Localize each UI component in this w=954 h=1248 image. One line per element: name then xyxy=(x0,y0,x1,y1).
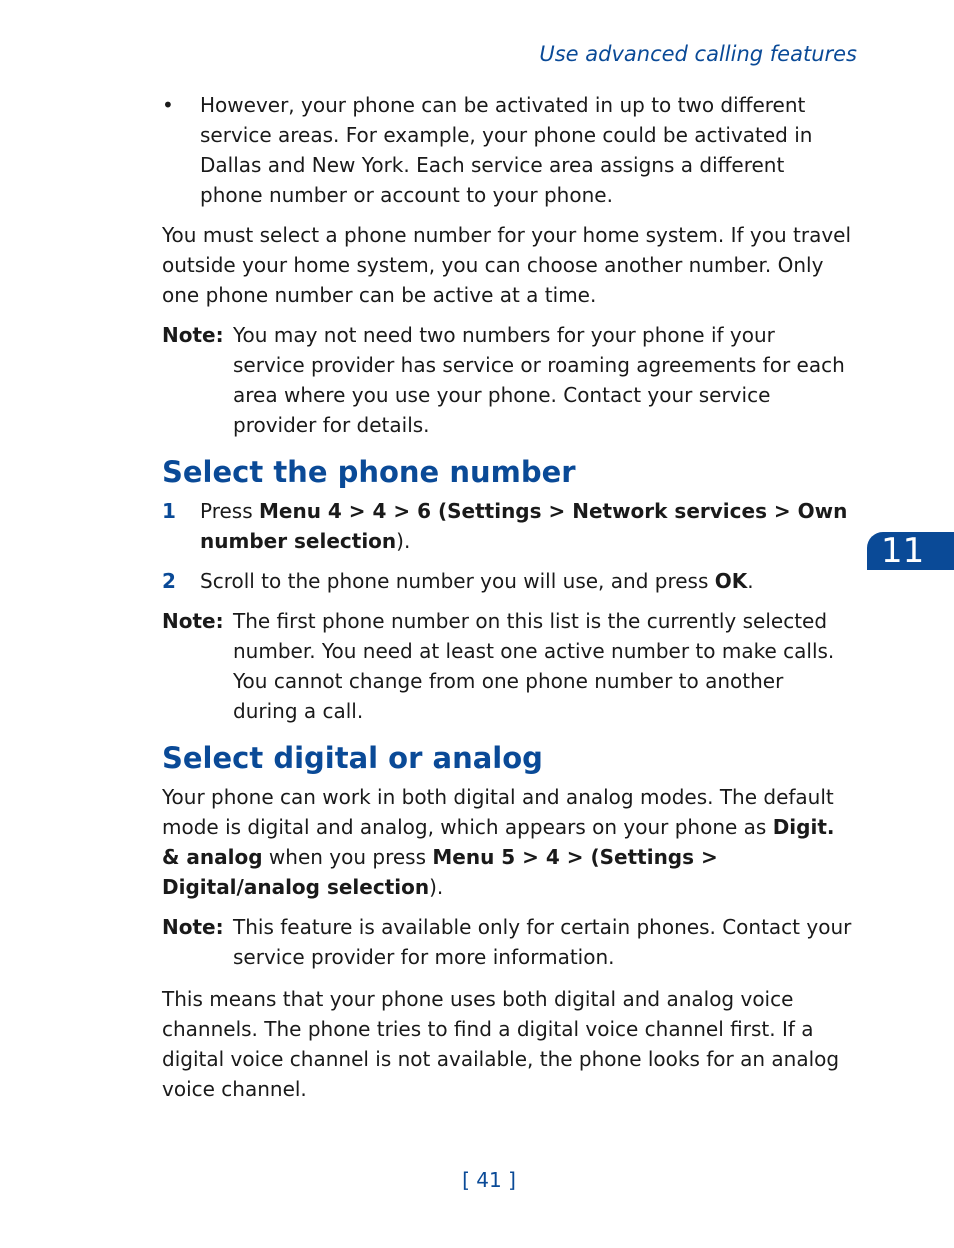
step-number: 2 xyxy=(162,569,176,593)
page-body xyxy=(162,90,852,1114)
paragraph-digital-analog-modes xyxy=(162,782,852,902)
note-feature-availability xyxy=(162,912,852,972)
text-run: Your phone can work in both digital and analog modes. The default mode is digital and analog, which appears on your phone as xyxy=(162,785,834,839)
paragraph-home-system: You must select a phone number for your home system. If you travel outside your home system, you can choose another number. Only one phone number can be active at a time. xyxy=(162,223,852,307)
note-text: The first phone number on this list is the currently selected number. You need at least one active number to make calls. You cannot change from one phone number to another during a call. xyxy=(233,609,835,723)
step-1 xyxy=(162,496,852,556)
note-label: Note: xyxy=(162,915,224,939)
section-heading-digital-analog: Select digital or analog xyxy=(162,741,543,775)
menu-path: Menu 4 > 4 > 6 (Settings > Network services > Own number selection xyxy=(200,499,848,553)
bullet-text: However, your phone can be activated in up to two different service areas. For example, your phone could be activated in Dallas and New York. Each service area assigns a different phone number or account to your phone. xyxy=(200,93,813,207)
note-two-numbers xyxy=(162,320,852,440)
step-text xyxy=(200,496,852,556)
menu-path: Menu 5 > 4 > (Settings > Digital/analog selection xyxy=(162,845,718,899)
paragraph-voice-channels: This means that your phone uses both digital and analog voice channels. The phone tries to find a digital voice channel first. If a digital voice channel is not available, the phone looks for an analog voice channel. xyxy=(162,987,840,1101)
step-text-suffix: . xyxy=(747,569,754,593)
note-text: This feature is available only for certain phones. Contact your service provider for more information. xyxy=(233,915,852,969)
running-header: Use advanced calling features xyxy=(539,42,857,66)
step-2 xyxy=(162,566,852,596)
step-text xyxy=(200,566,852,596)
text-run: ). xyxy=(429,875,444,899)
note-selected-number xyxy=(162,606,852,726)
note-text: You may not need two numbers for your phone if your service provider has service or roaming agreements for each area where you use your phone. Contact your service provider for details. xyxy=(233,323,845,437)
page-number: [ 41 ] xyxy=(462,1168,516,1192)
ok-key-label: OK xyxy=(714,569,748,593)
chapter-tab: 11 xyxy=(867,532,954,570)
display-label: Digit. & analog xyxy=(162,815,835,869)
step-text-prefix: Press xyxy=(200,499,259,523)
step-text-suffix: ). xyxy=(396,529,411,553)
text-run: when you press xyxy=(262,845,433,869)
section-heading-select-phone-number: Select the phone number xyxy=(162,455,576,489)
step-text-prefix: Scroll to the phone number you will use, and press xyxy=(200,569,715,593)
note-label: Note: xyxy=(162,323,224,347)
bullet-item xyxy=(162,90,852,210)
bullet-mark: • xyxy=(162,93,174,117)
step-number: 1 xyxy=(162,499,176,523)
note-label: Note: xyxy=(162,609,224,633)
